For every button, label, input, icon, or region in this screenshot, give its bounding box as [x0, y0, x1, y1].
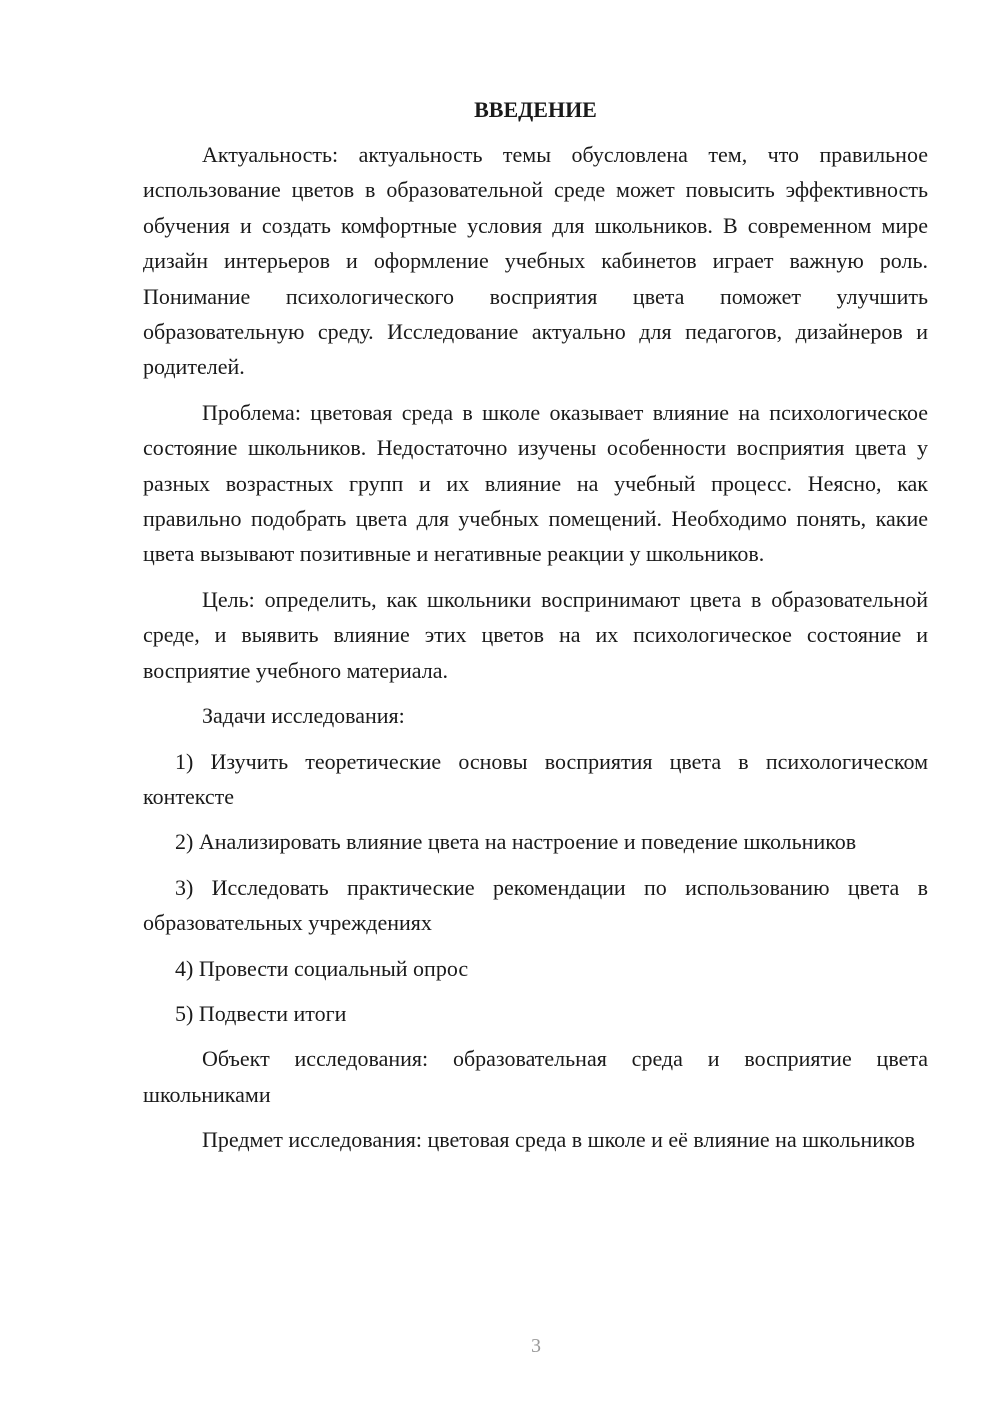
tasks-heading: Задачи исследования:: [202, 703, 405, 729]
task-item-1: 1) Изучить теоретические основы восприятия цвета в психологическом контексте: [143, 748, 928, 809]
object-paragraph: Объект исследования: образовательная среда и восприятие цвета школьниками: [143, 1046, 928, 1107]
relevance-paragraph: Актуальность: актуальность темы обусловлена тем, что правильное использование цветов в образовательной среде может повысить эффективность обучения и создать комфортные условия для школьников. В современном мире дизайн интерьеров и оформление учебных кабинетов играет важную роль. Понимание психологического восприятия цвета поможет улучшить образовательную среду. Исследование актуально для педагогов, дизайнеров и родителей.: [143, 142, 928, 380]
task-item-2: 2) Анализировать влияние цвета на настроение и поведение школьников: [175, 829, 857, 855]
subject-paragraph: Предмет исследования: цветовая среда в школе и её влияние на школьников: [202, 1127, 915, 1153]
task-item-5: 5) Подвести итоги: [175, 1000, 347, 1026]
section-heading: ВВЕДЕНИЕ: [474, 97, 597, 122]
page-number: 3: [531, 1335, 541, 1357]
task-item-3: 3) Исследовать практические рекомендации по использованию цвета в образовательных учреждениях: [143, 874, 928, 936]
page-body: [143, 92, 928, 1168]
goal-paragraph: Цель: определить, как школьники воспринимают цвета в образовательной среде, и выявить влияние этих цветов на их психологическое состояние и восприятие учебного материала.: [143, 586, 928, 683]
task-item-4: 4) Провести социальный опрос: [175, 955, 469, 981]
problem-paragraph: Проблема: цветовая среда в школе оказывает влияние на психологическое состояние школьников. Недостаточно изучены особенности восприятия цвета у разных возрастных групп и их влияние на учебный процесс. Неясно, как правильно подобрать цвета для учебных помещений. Необходимо понять, какие цвета вызывают позитивные и негативные реакции у школьников.: [143, 399, 928, 567]
